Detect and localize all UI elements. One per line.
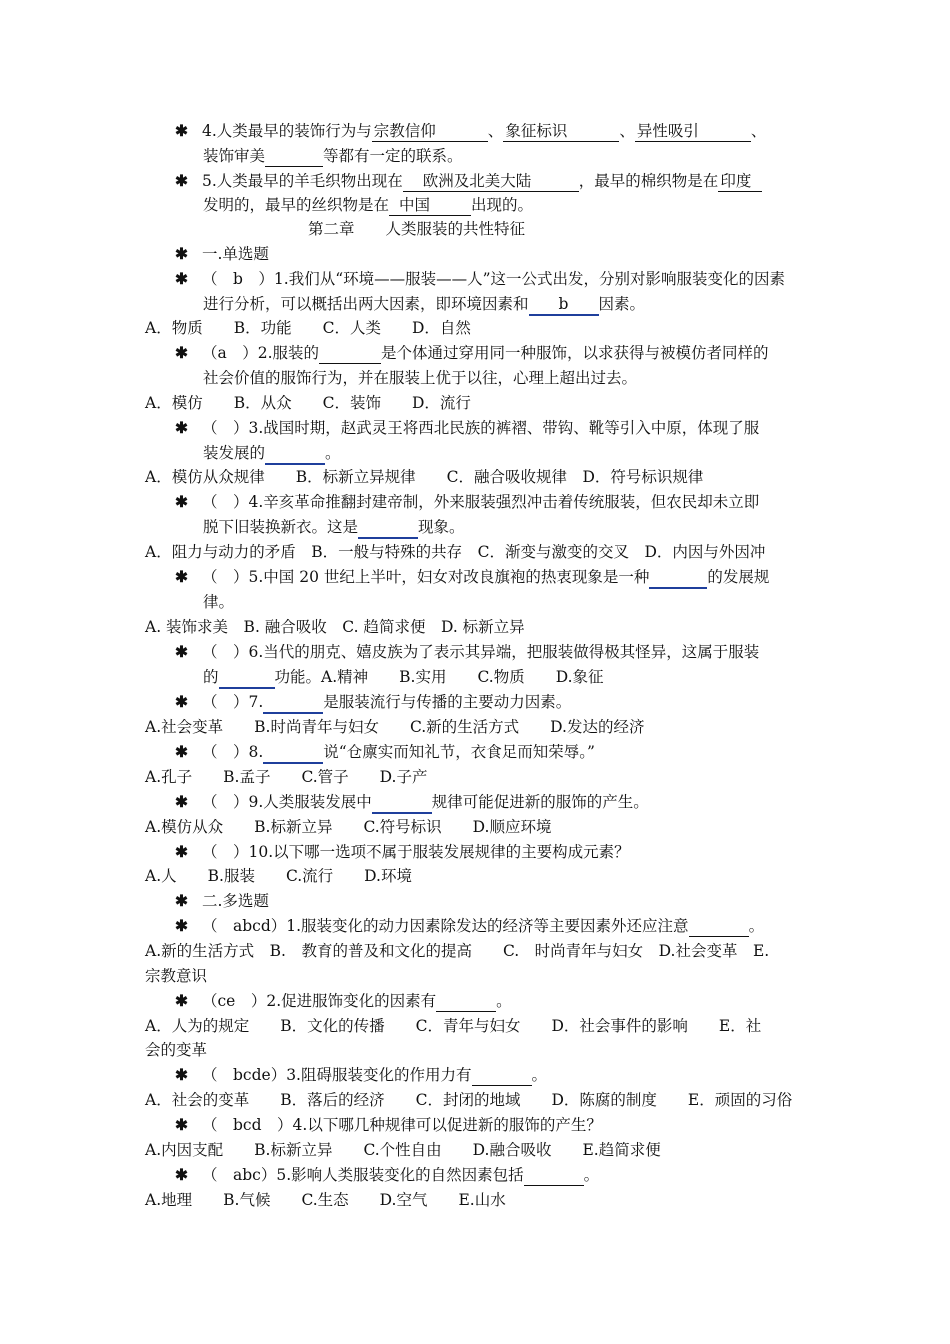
text: 的 [203, 668, 219, 686]
text: （ bcde）3.阻碍服装变化的作用力有 [202, 1066, 472, 1084]
bullet-icon: ✱ [175, 121, 188, 140]
answer-blank [689, 916, 749, 937]
text: （ ）5.中国 20 世纪上半叶，妇女对改良旗袍的热衷现象是一种 [202, 568, 650, 586]
text: 装饰审美 [203, 147, 266, 165]
question-5-cont: 律。 [203, 593, 235, 611]
chapter-title: 第二章 人类服装的共性特征 [308, 220, 526, 238]
text: （a ）2.服装的 [202, 344, 320, 362]
answer-blank [358, 517, 418, 539]
text: 是服装流行与传播的主要动力因素。 [323, 693, 572, 711]
question-1-cont [203, 294, 645, 316]
bullet-icon: ✱ [175, 418, 188, 437]
question-7 [175, 692, 571, 714]
text: （ ）4.辛亥革命推翻封建帝制，外来服装强烈冲击着传统服装，但农民却未立即 [202, 493, 760, 511]
question-7-options: A.社会变革 B.时尚青年与妇女 C.新的生活方式 D.发达的经济 [145, 718, 645, 736]
bullet-icon: ✱ [175, 916, 188, 935]
fill-blank-item-4-cont [203, 146, 463, 167]
answer-blank [649, 567, 707, 589]
question-10 [175, 842, 630, 862]
question-4-options: A．阻力与动力的矛盾 B．一般与特殊的共存 C．渐变与激变的交叉 D．内因与外因冲 [145, 543, 766, 561]
answer-blank [265, 146, 323, 167]
answer-blank [472, 1065, 532, 1086]
text: 。 [583, 1166, 600, 1184]
text: （ ）7. [202, 693, 264, 711]
text: 。 [325, 444, 341, 462]
multi-question-3 [175, 1065, 547, 1086]
bullet-icon: ✱ [175, 1065, 188, 1084]
answer-blank [319, 343, 381, 364]
multi-question-2-options: A．人为的规定 B．文化的传播 C．青年与妇女 D．社会事件的影响 E．社 [145, 1017, 762, 1035]
question-9-options: A.模仿从众 B.标新立异 C.符号标识 D.顺应环境 [145, 818, 552, 836]
text: 是个体通过穿用同一种服饰，以求获得与被模仿者同样的 [381, 344, 769, 362]
text: 等都有一定的联系。 [323, 147, 463, 165]
text: 说“仓廪实而知礼节，衣食足而知荣辱。” [323, 743, 595, 761]
text: ，最早的棉织物是在 [578, 172, 719, 190]
text: （ abc）5.影响人类服装变化的自然因素包括 [202, 1166, 524, 1184]
text: （ ）10.以下哪一选项不属于服装发展规律的主要构成元素？ [202, 843, 630, 861]
multi-question-4-options: A.内因支配 B.标新立异 C.个性自由 D.融合吸收 E.趋简求便 [145, 1141, 661, 1159]
multi-question-1 [175, 916, 764, 937]
text: （ bcd ）4.以下哪几种规律可以促进新的服饰的产生？ [202, 1116, 602, 1134]
text: 、 [750, 122, 767, 140]
text: 脱下旧装换新衣。这是 [203, 518, 359, 536]
question-3-cont [203, 443, 341, 465]
bullet-icon: ✱ [175, 244, 188, 263]
multi-question-2 [175, 991, 512, 1012]
question-6-cont [203, 667, 604, 689]
multi-question-5 [175, 1165, 599, 1186]
answer-underline: 中国 [389, 195, 471, 216]
text: 规律可能促进新的服饰的产生。 [431, 793, 649, 811]
bullet-icon: ✱ [175, 792, 188, 811]
bullet-icon: ✱ [175, 742, 188, 761]
text: 发明的，最早的丝织物是在 [203, 196, 390, 214]
text: （ b ）1.我们从“环境——服装——人”这一公式出发，分别对影响服装变化的因素 [202, 270, 786, 288]
text: 装发展的 [203, 444, 266, 462]
answer-blank [372, 792, 432, 814]
text: （ abcd）1.服装变化的动力因素除发达的经济等主要因素外还应注意 [202, 917, 689, 935]
bullet-icon: ✱ [175, 991, 188, 1010]
text: （ ）3.战国时期，赵武灵王将西北民族的裤褶、带钩、靴等引入中原，体现了服 [202, 419, 760, 437]
question-9 [175, 792, 649, 814]
question-8 [175, 742, 595, 764]
answer-blank [524, 1165, 584, 1186]
section-heading [175, 244, 269, 264]
text: （ ）6.当代的朋克、嬉皮族为了表示其异端，把服装做得极其怪异，这属于服装 [202, 643, 760, 661]
answer-blank [263, 692, 323, 714]
text: （ ）8. [202, 743, 264, 761]
bullet-icon: ✱ [175, 1165, 188, 1184]
answer-blank [219, 667, 275, 689]
multi-question-3-options: A．社会的变革 B．落后的经济 C．封闭的地域 D．陈腐的制度 E．顽固的习俗 [145, 1091, 793, 1109]
question-3-options: A．模仿从众规律 B．标新立异规律 C．融合吸收规律 D．符号标识规律 [145, 468, 704, 486]
answer-blank [263, 742, 323, 764]
question-4 [175, 492, 759, 512]
question-4-cont [203, 517, 465, 539]
bullet-icon: ✱ [175, 343, 188, 362]
text: 一.单选题 [202, 245, 269, 263]
multi-question-5-options: A.地理 B.气候 C.生态 D.空气 E.山水 [145, 1191, 506, 1209]
text: 。 [748, 917, 765, 935]
bullet-icon: ✱ [175, 269, 188, 288]
text: 进行分析，可以概括出两大因素，即环境因素和 [203, 295, 529, 313]
bullet-icon: ✱ [175, 567, 188, 586]
answer-underline: 欧洲及北美大陆 [403, 171, 579, 192]
answer-underline: 异性吸引 [635, 121, 751, 142]
bullet-icon: ✱ [175, 171, 188, 190]
question-6 [175, 642, 759, 662]
question-2 [175, 343, 769, 364]
text: 、 [619, 122, 635, 140]
question-5-options: A. 装饰求美 B. 融合吸收 C. 趋简求便 D. 标新立异 [145, 618, 525, 636]
text: 的发展规 [707, 568, 770, 586]
text: 出现的。 [471, 196, 534, 214]
text: 。 [531, 1066, 548, 1084]
bullet-icon: ✱ [175, 692, 188, 711]
bullet-icon: ✱ [175, 891, 188, 910]
question-8-options: A.孔子 B.孟子 C.管子 D.子产 [145, 768, 428, 786]
answer-underline: 宗教信仰 [372, 121, 488, 142]
question-10-options: A.人 B.服装 C.流行 D.环境 [145, 867, 412, 885]
question-2-cont: 社会价值的服饰行为，并在服装上优于以往，心理上超出过去。 [203, 369, 638, 387]
text: 因素。 [598, 295, 646, 313]
multi-question-4 [175, 1115, 602, 1135]
question-3 [175, 418, 759, 438]
section-heading [175, 891, 269, 911]
text: 功能。A.精神 B.实用 C.物质 D.象征 [274, 668, 604, 686]
fill-blank-item-5 [175, 171, 762, 192]
question-1 [175, 269, 785, 289]
answer-blank [436, 991, 496, 1012]
bullet-icon: ✱ [175, 492, 188, 511]
fill-blank-item-4 [175, 121, 766, 142]
bullet-icon: ✱ [175, 842, 188, 861]
question-5 [175, 567, 769, 589]
text: （ ）9.人类服装发展中 [202, 793, 372, 811]
text: 现象。 [418, 518, 465, 536]
question-1-options: A．物质 B．功能 C．人类 D．自然 [145, 319, 471, 337]
text: （ce ）2.促进服饰变化的因素有 [202, 992, 437, 1010]
text: 5.人类最早的羊毛织物出现在 [202, 172, 403, 190]
text: 、 [487, 122, 504, 140]
bullet-icon: ✱ [175, 642, 188, 661]
question-2-options: A．模仿 B．从众 C．装饰 D．流行 [145, 394, 471, 412]
multi-question-1-options: A.新的生活方式 B. 教育的普及和文化的提高 C. 时尚青年与妇女 D.社会变革 E. [145, 942, 770, 960]
multi-question-1-options-cont: 宗教意识 [145, 967, 208, 985]
answer-blank: b [529, 294, 599, 316]
text: 4.人类最早的装饰行为与 [202, 122, 372, 140]
text: 。 [496, 992, 512, 1010]
answer-underline: 象征标识 [503, 121, 619, 142]
fill-blank-item-5-cont [203, 195, 533, 216]
multi-question-2-options-cont: 会的变革 [145, 1041, 208, 1059]
answer-blank [265, 443, 325, 465]
text: 二.多选题 [202, 892, 269, 910]
answer-underline: 印度 [718, 171, 762, 192]
bullet-icon: ✱ [175, 1115, 188, 1134]
